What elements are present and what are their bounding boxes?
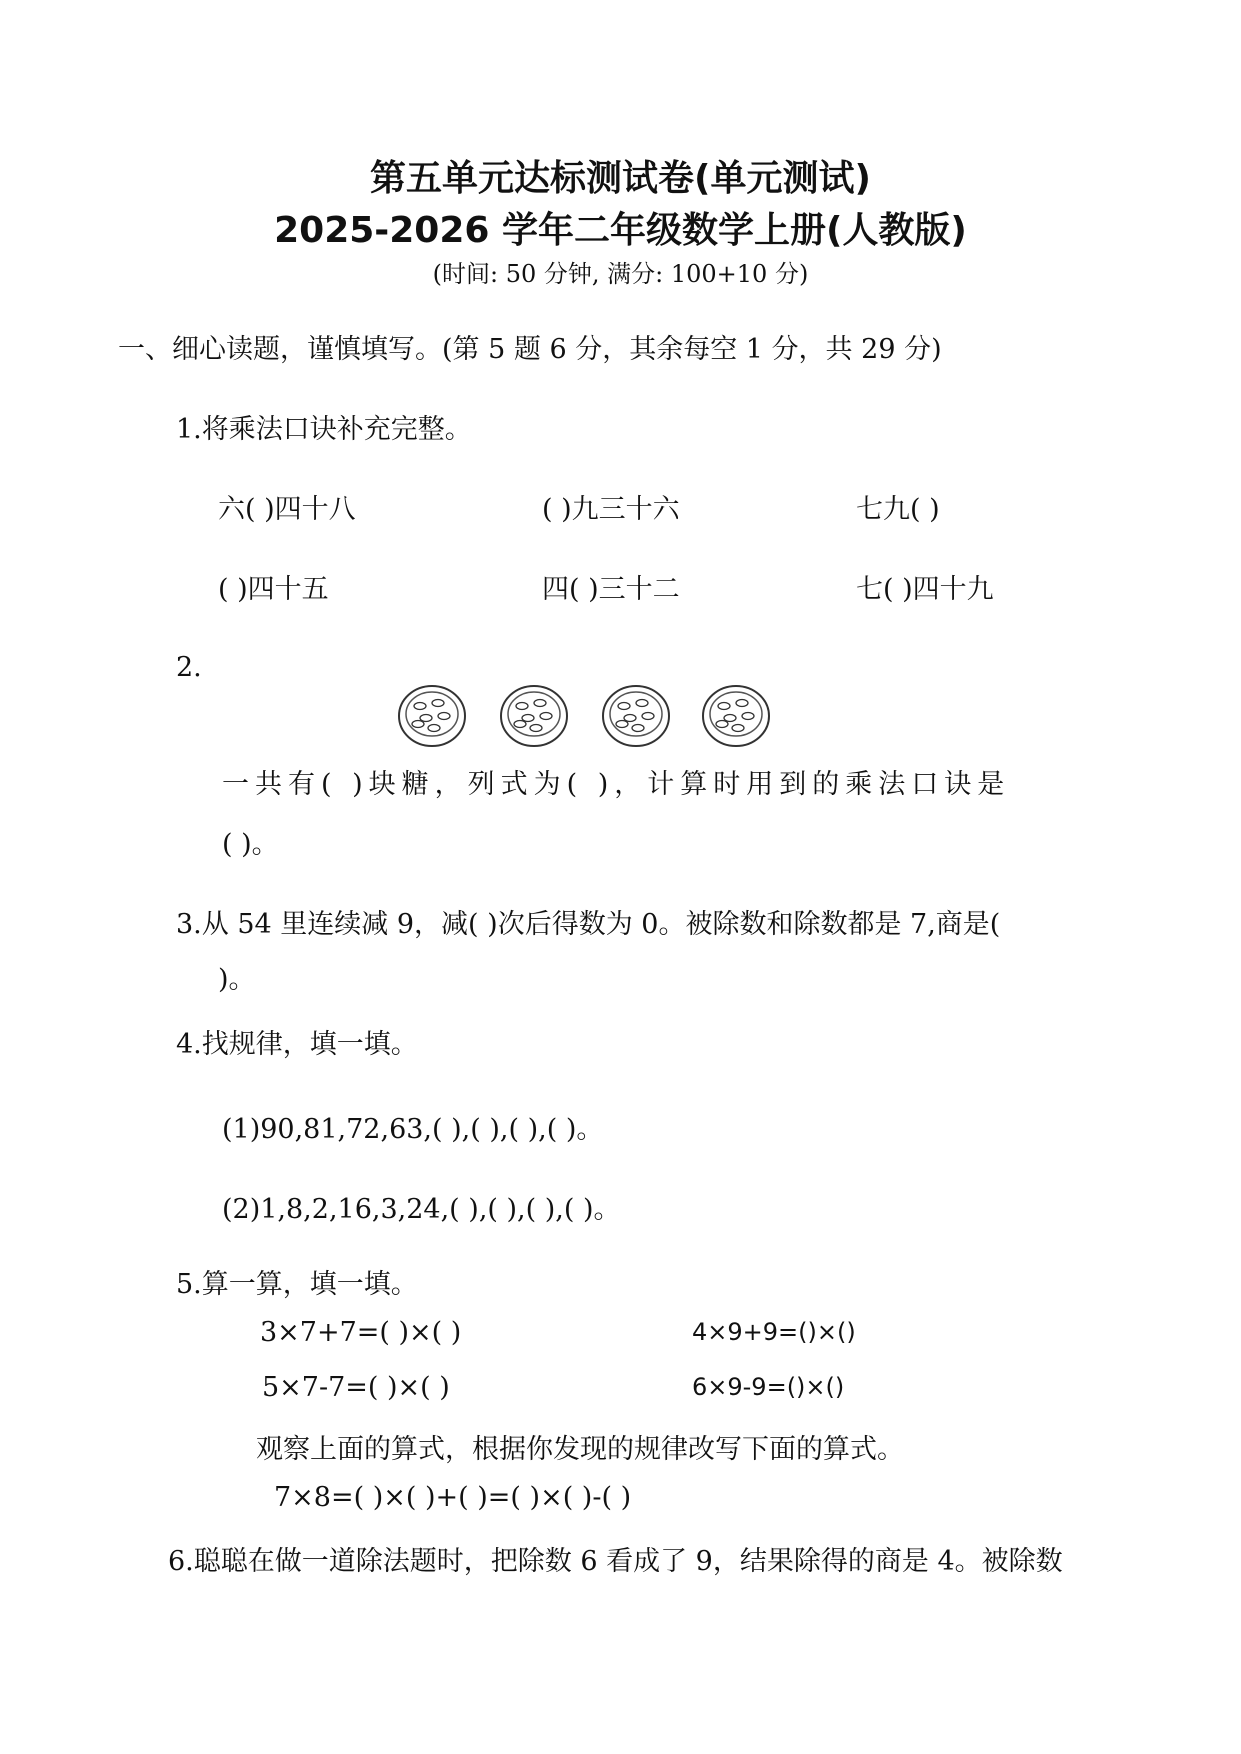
q6-line-1: 6.聪聪在做一道除法题时，把除数 6 看成了 9，结果除得的商是 4。被除数 — [168, 1546, 1063, 1577]
q2-line-1: 一共有( )块糖，列式为( )，计算时用到的乘法口诀是 — [222, 769, 1011, 800]
q5-rewrite: 7×8=( )×( )+( )=( )×( )-( ) — [274, 1482, 632, 1513]
section-heading: 一、细心读题，谨慎填写。(第 5 题 6 分，其余每空 1 分，共 29 分) — [118, 334, 942, 365]
q2-line-2: ( )。 — [222, 829, 279, 860]
q4-sub-1: (1)90,81,72,63,( ),( ),( ),( )。 — [222, 1114, 604, 1145]
q1-item: 七( )四十九 — [856, 574, 994, 605]
candy-plate-icon — [501, 686, 567, 746]
title-line-1: 第五单元达标测试卷(单元测试) — [370, 158, 871, 199]
q1-item: 四( )三十二 — [542, 574, 680, 605]
candy-plate-icon — [703, 686, 769, 746]
q5-right-formula: 4×9+9=()×() — [692, 1318, 856, 1346]
q3-line-1: 3.从 54 里连续减 9，减( )次后得数为 0。被除数和除数都是 7,商是( — [176, 909, 1001, 940]
title-line-2: 2025-2026 学年二年级数学上册(人教版) — [274, 210, 967, 251]
q3-line-2: )。 — [218, 964, 256, 995]
q1-item: 七九( ) — [856, 494, 940, 525]
q2-number: 2. — [176, 652, 202, 683]
q1-item: 六( )四十八 — [218, 494, 356, 525]
candy-plate-icon — [399, 686, 465, 746]
exam-meta: (时间: 50 分钟, 满分: 100+10 分) — [432, 260, 809, 288]
candy-plates-image — [398, 676, 798, 756]
q5-left-formula: 5×7-7=( )×( ) — [262, 1372, 450, 1403]
q5-stem: 5.算一算，填一填。 — [176, 1269, 418, 1300]
q5-left-formula: 3×7+7=( )×( ) — [260, 1317, 462, 1348]
q5-right-formula: 6×9-9=()×() — [692, 1373, 845, 1401]
q4-stem: 4.找规律，填一填。 — [176, 1029, 418, 1060]
q5-observe: 观察上面的算式，根据你发现的规律改写下面的算式。 — [256, 1434, 904, 1465]
candy-plate-icon — [603, 686, 669, 746]
q4-sub-2: (2)1,8,2,16,3,24,( ),( ),( ),( )。 — [222, 1194, 621, 1225]
q1-item: ( )四十五 — [218, 574, 329, 605]
q1-stem: 1.将乘法口诀补充完整。 — [176, 414, 472, 445]
q1-item: ( )九三十六 — [542, 494, 680, 525]
